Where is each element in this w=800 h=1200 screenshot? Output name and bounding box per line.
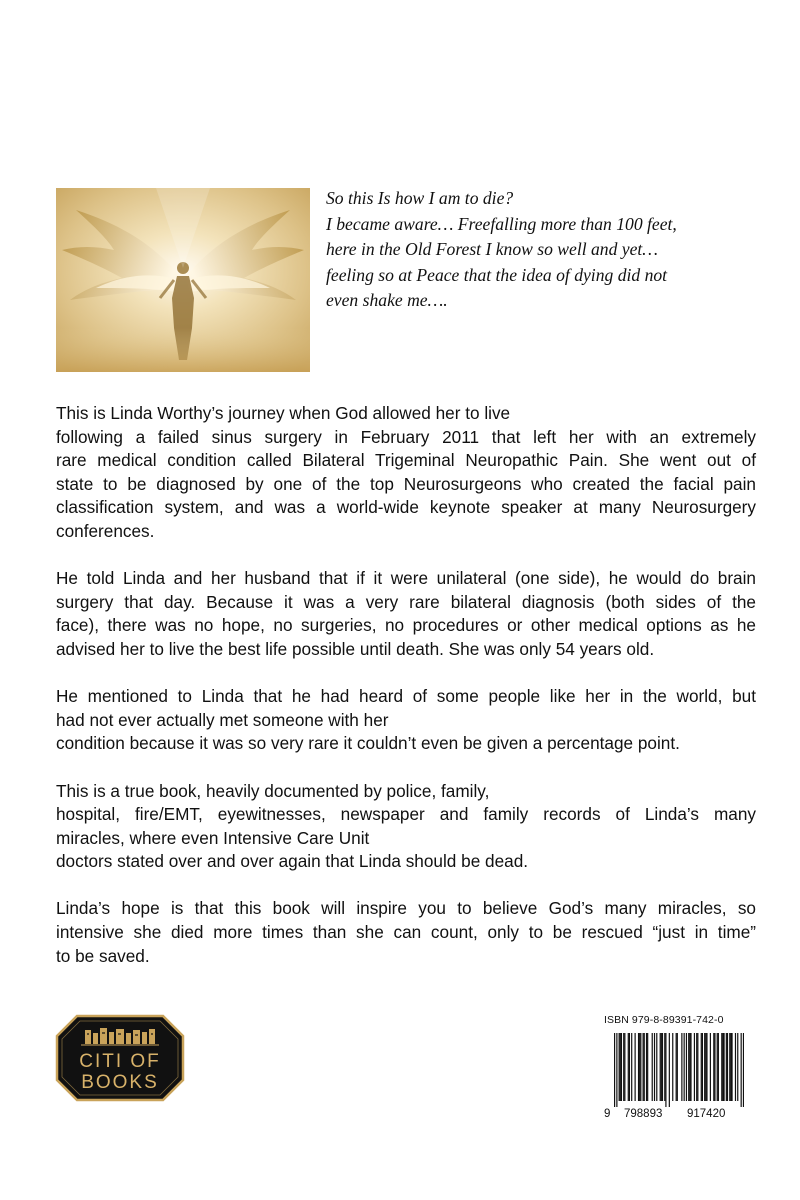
barcode-bar bbox=[639, 1033, 640, 1101]
barcode-bar bbox=[620, 1033, 621, 1101]
barcode-bar bbox=[729, 1033, 730, 1101]
text-line: had not ever actually met someone with her bbox=[56, 709, 389, 730]
barcode-bar bbox=[629, 1033, 630, 1101]
quote-line: even shake me…. bbox=[326, 290, 448, 310]
barcode-bar bbox=[727, 1033, 728, 1101]
text-line: conferences. bbox=[56, 520, 155, 541]
quote-line: feeling so at Peace that the idea of dying did not bbox=[326, 264, 668, 285]
barcode-digits-left: 798893 bbox=[624, 1108, 663, 1120]
book-description bbox=[56, 402, 756, 992]
text-line: following a failed sinus surgery in February 2011 that left her with an extremely bbox=[56, 426, 756, 447]
text-line: to be saved. bbox=[56, 945, 150, 966]
text-line: This is a true book, heavily documented by police, family, bbox=[56, 780, 490, 801]
barcode-bar bbox=[713, 1033, 714, 1101]
barcode-bar bbox=[701, 1033, 702, 1101]
barcode-bar bbox=[647, 1033, 648, 1101]
barcode-bar bbox=[654, 1033, 655, 1101]
quote-line: So this Is how I am to die? bbox=[326, 188, 514, 208]
barcode-bar bbox=[704, 1033, 705, 1101]
paragraph-diagnosis bbox=[56, 567, 756, 661]
barcode-bar bbox=[723, 1033, 724, 1101]
barcode-bar bbox=[730, 1033, 731, 1101]
barcode-bar bbox=[635, 1033, 636, 1101]
barcode-bar bbox=[665, 1033, 666, 1107]
opening-quote bbox=[326, 186, 766, 314]
barcode-bar bbox=[735, 1033, 736, 1101]
text-line: surgery that day. Because it was a very rare bilateral diagnosis (both sides of the bbox=[56, 591, 756, 612]
barcode-bar bbox=[710, 1033, 711, 1101]
paragraph-true-book bbox=[56, 780, 756, 874]
barcode-bar bbox=[706, 1033, 707, 1101]
text-line: advised her to live the best life possible until death. She was only 54 years old. bbox=[56, 638, 655, 659]
barcode-bar bbox=[689, 1033, 690, 1101]
isbn-barcode-block bbox=[604, 1014, 754, 1124]
text-line: state to be diagnosed by one of the top Neurosurgeons who created the facial pain bbox=[56, 473, 756, 494]
quote-line: I became aware… Freefalling more than 100 feet, bbox=[326, 213, 677, 234]
barcode-bar bbox=[660, 1033, 661, 1101]
paragraph-journey bbox=[56, 402, 756, 544]
barcode-bar bbox=[624, 1033, 625, 1101]
barcode-bar bbox=[743, 1033, 744, 1107]
barcode-bar bbox=[686, 1033, 687, 1101]
barcode-bar bbox=[646, 1033, 647, 1101]
barcode-bar bbox=[628, 1033, 629, 1101]
paragraph-hope bbox=[56, 897, 756, 968]
barcode-bar bbox=[676, 1033, 677, 1101]
barcode-bar bbox=[721, 1033, 722, 1101]
barcode-bar bbox=[672, 1033, 673, 1101]
barcode-bar bbox=[643, 1033, 644, 1101]
barcode-bar bbox=[616, 1033, 617, 1107]
barcode-bar bbox=[614, 1033, 615, 1107]
text-line: miracles, where even Intensive Care Unit bbox=[56, 827, 370, 848]
barcode-bar bbox=[690, 1033, 691, 1101]
angel-image bbox=[56, 188, 310, 372]
barcode-bar bbox=[714, 1033, 715, 1101]
text-line: He told Linda and her husband that if it were unilateral (one side), he would do brain bbox=[56, 568, 756, 589]
barcode-bar bbox=[681, 1033, 682, 1101]
paragraph-rare bbox=[56, 685, 756, 756]
barcode-bar bbox=[696, 1033, 697, 1101]
barcode-bar bbox=[731, 1033, 732, 1101]
barcode-bar bbox=[656, 1033, 657, 1101]
logo-line-1: CITI OF bbox=[79, 1051, 161, 1072]
barcode-bar bbox=[726, 1033, 727, 1101]
text-line: classification system, and was a world-wide keynote speaker at many Neurosurgery bbox=[56, 497, 756, 518]
text-line: intensive she died more times than she can count, only to be rescued “just in time” bbox=[56, 922, 756, 943]
barcode-bar bbox=[705, 1033, 706, 1101]
barcode-bar bbox=[669, 1033, 670, 1107]
barcode-bar bbox=[644, 1033, 645, 1101]
text-line: hospital, fire/EMT, eyewitnesses, newspaper and family records of Linda’s many bbox=[56, 804, 756, 825]
text-line: rare medical condition called Bilateral Trigeminal Neuropathic Pain. She went out of bbox=[56, 450, 756, 471]
barcode-bar bbox=[677, 1033, 678, 1101]
barcode-bar bbox=[737, 1033, 738, 1101]
barcode-bar bbox=[664, 1033, 665, 1101]
text-line: He mentioned to Linda that he had heard of some people like her in the world, but bbox=[56, 686, 756, 707]
barcode-bar bbox=[702, 1033, 703, 1101]
barcode-bar bbox=[652, 1033, 653, 1101]
barcode-digit-first: 9 bbox=[604, 1108, 611, 1120]
barcode-bar bbox=[638, 1033, 639, 1101]
text-line: condition because it was so very rare it couldn’t even be given a percentage point. bbox=[56, 733, 680, 754]
barcode-bar bbox=[688, 1033, 689, 1101]
barcode-bar bbox=[623, 1033, 624, 1101]
barcode-bar bbox=[640, 1033, 641, 1101]
barcode-bar bbox=[694, 1033, 695, 1101]
isbn-label: ISBN 979-8-89391-742-0 bbox=[604, 1014, 724, 1026]
barcode-bar bbox=[741, 1033, 742, 1107]
citi-of-books-logo bbox=[55, 1014, 185, 1102]
barcode-bar bbox=[718, 1033, 719, 1101]
barcode-bar bbox=[621, 1033, 622, 1101]
barcode-digits-right: 917420 bbox=[687, 1108, 726, 1120]
logo-line-2: BOOKS bbox=[81, 1072, 159, 1093]
barcode-bar bbox=[661, 1033, 662, 1101]
barcode-bar bbox=[697, 1033, 698, 1101]
text-line: face), there was no hope, no surgeries, no procedures or other medical options as he bbox=[56, 615, 756, 636]
barcode-bar bbox=[631, 1033, 632, 1101]
barcode-image bbox=[614, 1033, 744, 1107]
barcode-bar bbox=[619, 1033, 620, 1101]
barcode-bar bbox=[662, 1033, 663, 1101]
text-line: doctors stated over and over again that Linda should be dead. bbox=[56, 851, 529, 872]
text-line: This is Linda Worthy’s journey when God allowed her to live bbox=[56, 403, 511, 423]
text-line: Linda’s hope is that this book will inspire you to believe God’s many miracles, so bbox=[56, 898, 756, 919]
barcode-bar bbox=[717, 1033, 718, 1101]
quote-line: here in the Old Forest I know so well and yet… bbox=[326, 239, 658, 259]
barcode-bar bbox=[684, 1033, 685, 1101]
barcode-bar bbox=[722, 1033, 723, 1101]
